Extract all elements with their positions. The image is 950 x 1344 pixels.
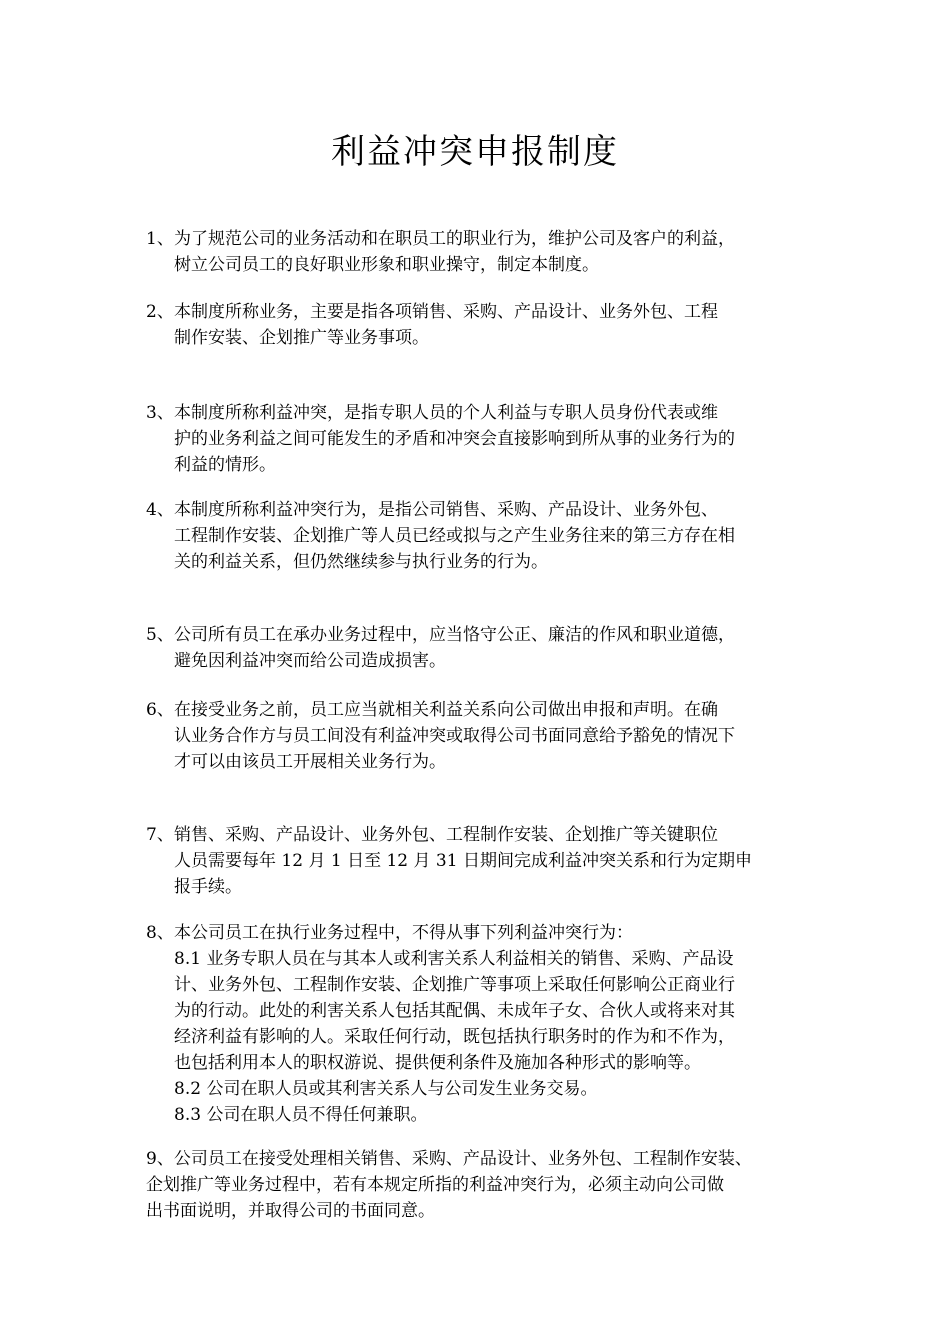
clause-6 xyxy=(146,697,846,775)
clause-4 xyxy=(146,497,846,575)
clause-5 xyxy=(146,622,846,674)
clause-number: 7、 xyxy=(146,825,174,845)
clause-text: 本公司员工在执行业务过程中，不得从事下列利益冲突行为： xyxy=(174,923,633,943)
subclause-8-3: 8.3 公司在职人员不得任何兼职。 xyxy=(174,1105,428,1125)
clause-number: 3、 xyxy=(146,403,174,423)
clause-text: 公司所有员工在承办业务过程中，应当恪守公正、廉洁的作风和职业道德， 避免因利益冲突而给公司造成损害。 xyxy=(174,625,735,671)
document-title: 利益冲突申报制度 xyxy=(331,132,619,172)
clause-text: 销售、采购、产品设计、业务外包、工程制作安装、企划推广等关键职位 人员需要每年 12 月 1 日至 12 月 31 日期间完成利益冲突关系和行为定期申 报手续。 xyxy=(174,825,752,897)
clause-8 xyxy=(146,920,846,1128)
clause-text: 为了规范公司的业务活动和在职员工的职业行为，维护公司及客户的利益， 树立公司员工的良好职业形象和职业操守，制定本制度。 xyxy=(174,229,735,275)
clause-text: 本制度所称利益冲突，是指专职人员的个人利益与专职人员身份代表或维 护的业务利益之间可能发生的矛盾和冲突会直接影响到所从事的业务行为的 利益的情形。 xyxy=(174,403,735,475)
clause-7 xyxy=(146,822,846,900)
clause-number: 5、 xyxy=(146,625,174,645)
subclause-8-1: 8.1 业务专职人员在与其本人或利害关系人利益相关的销售、采购、产品设 计、业务外包、工程制作安装、企划推广等事项上采取任何影响公正商业行 为的行动。此处的利害关系人包括其配偶、未成年子女、合伙人或将来对其 经济利益有影响的人。采取任何行动，既包括执行职务时的作为和不作为， 也包括利用本人的职权游说、提供便利条件及施加各种形式的影响等。 xyxy=(174,949,735,1073)
clause-number: 1、 xyxy=(146,229,174,249)
subclause-8-2: 8.2 公司在职人员或其利害关系人与公司发生业务交易。 xyxy=(174,1079,598,1099)
clause-number: 8、 xyxy=(146,923,174,943)
clause-number: 6、 xyxy=(146,700,174,720)
clause-2 xyxy=(146,299,846,351)
clause-text: 本制度所称利益冲突行为，是指公司销售、采购、产品设计、业务外包、 工程制作安装、企划推广等人员已经或拟与之产生业务往来的第三方存在相 关的利益关系，但仍然继续参与执行业务的行为。 xyxy=(174,500,735,572)
clause-number: 2、 xyxy=(146,302,174,322)
clause-text: 本制度所称业务，主要是指各项销售、采购、产品设计、业务外包、工程 制作安装、企划推广等业务事项。 xyxy=(174,302,718,348)
clause-1 xyxy=(146,226,846,278)
clause-text: 在接受业务之前，员工应当就相关利益关系向公司做出申报和声明。在确 认业务合作方与员工间没有利益冲突或取得公司书面同意给予豁免的情况下 才可以由该员工开展相关业务行为。 xyxy=(174,700,735,772)
clause-number: 4、 xyxy=(146,500,174,520)
clause-9: 9、公司员工在接受处理相关销售、采购、产品设计、业务外包、工程制作安装、 企划推广等业务过程中，若有本规定所指的利益冲突行为，必须主动向公司做 出书面说明，并取得公司的书面同意。 xyxy=(146,1149,752,1221)
clause-3 xyxy=(146,400,846,478)
